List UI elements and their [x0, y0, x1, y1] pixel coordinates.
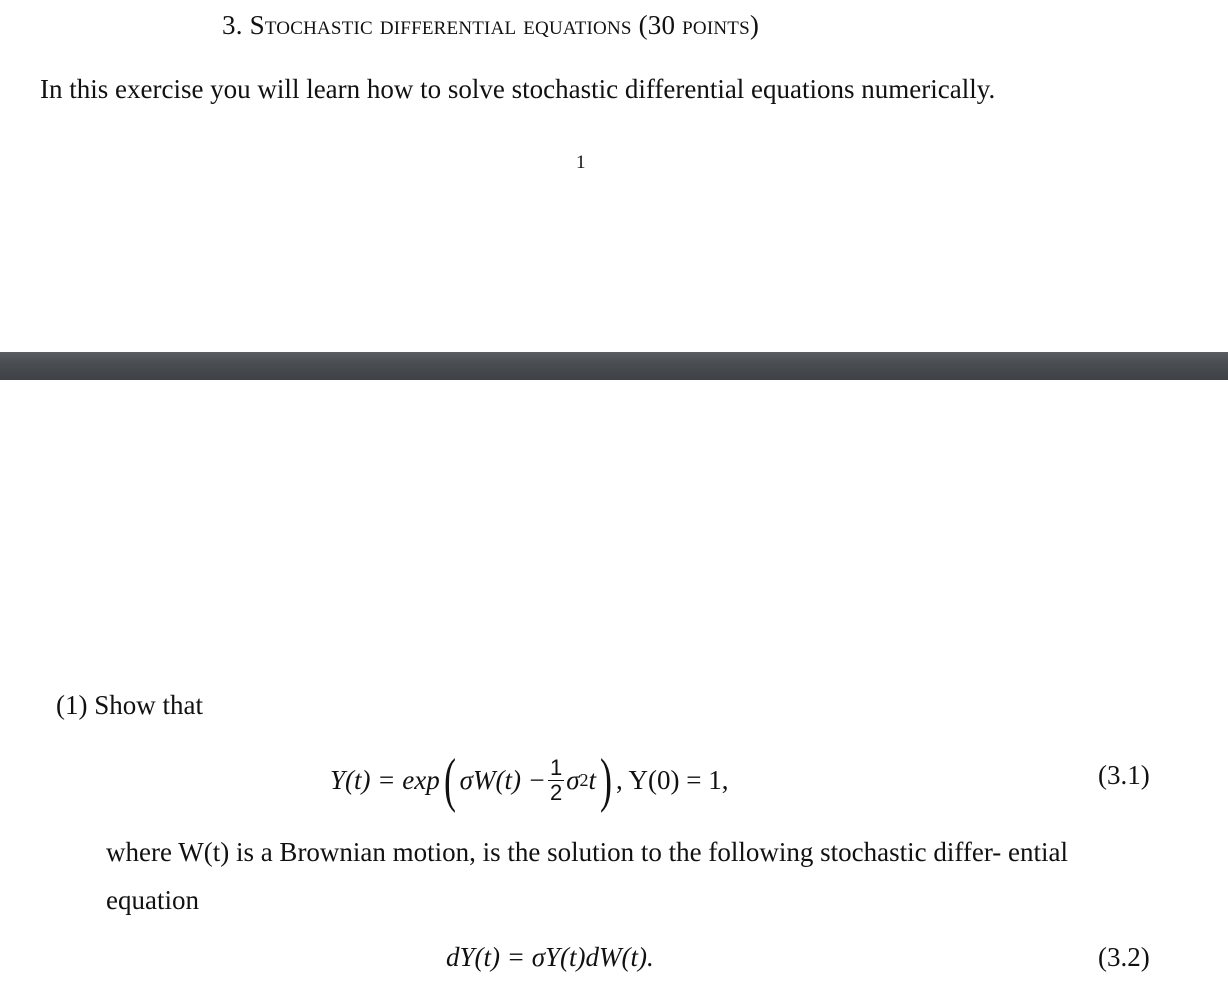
equation-3-1: [330, 740, 728, 820]
body-paragraph: where W(t) is a Brownian motion, is the solution to the following stochastic differ- ential equation: [106, 837, 1069, 915]
equation-number-3-1: (3.1): [1098, 760, 1150, 790]
left-paren: (: [443, 747, 456, 813]
eq1-trailing: , Y(0) = 1,: [616, 764, 729, 795]
points-open: (30: [638, 10, 676, 40]
eq1-lhs: Y(t) = exp: [330, 764, 440, 795]
right-paren: ): [600, 747, 613, 813]
section-number: 3.: [222, 10, 243, 40]
fraction-one-half: [548, 756, 564, 805]
section-heading: [222, 10, 759, 41]
eq1-exponent: 2: [579, 769, 589, 790]
page-separator: [0, 352, 1228, 380]
points-close: ): [749, 10, 760, 40]
eq1-sigma: σ: [566, 764, 580, 795]
fraction-denominator: 2: [549, 779, 563, 805]
fraction-numerator: 1: [549, 754, 563, 780]
section-title: Stochastic differential equations: [249, 10, 632, 40]
eq1-t: t: [588, 764, 597, 795]
equation-number-3-2: (3.2): [1098, 942, 1150, 972]
page-number: 1: [576, 152, 586, 173]
points-label: points: [682, 10, 750, 40]
equation-3-2: dY(t) = σY(t)dW(t).: [446, 942, 654, 972]
page-1-bottom: [0, 0, 1228, 352]
item-label: (1) Show that: [56, 690, 203, 720]
intro-sentence: In this exercise you will learn how to solve stochastic differential equations numerically.: [40, 74, 996, 104]
eq1-inside-left: σW(t) −: [459, 764, 546, 795]
